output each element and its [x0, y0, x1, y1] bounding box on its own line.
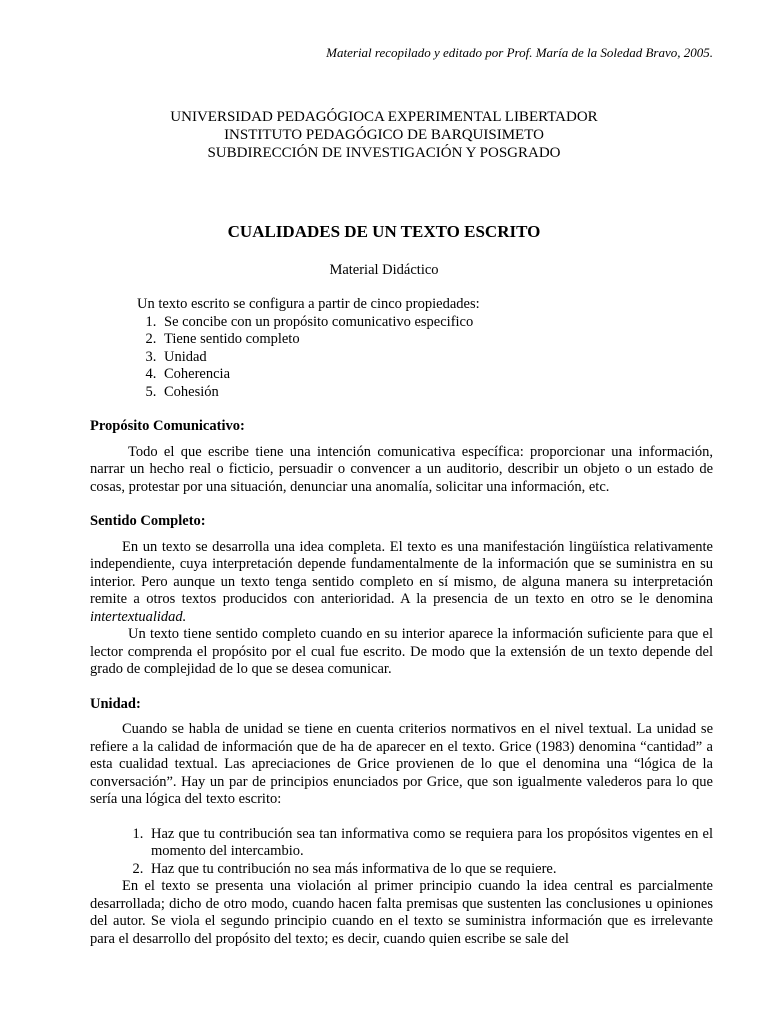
list-item: 2. Tiene sentido completo — [160, 331, 713, 349]
header-note: Material recopilado y editado por Prof. María de la Soledad Bravo, 2005. — [326, 45, 713, 60]
section-heading-sentido: Sentido Completo: — [90, 513, 206, 529]
list-item: 3. Unidad — [160, 349, 713, 367]
sentido-paragraph-1 — [90, 539, 713, 627]
institution-block — [0, 108, 768, 162]
intertextualidad-term: intertextualidad. — [90, 608, 187, 625]
unidad-paragraph-2: En el texto se presenta una violación al primer principio cuando la idea central es parcialmente desarrollada; dicho de otro modo, cuando hacen falta premisas que sustenten las conclusiones u opiniones del autor. Se viola el segundo principio cuando en el texto se suministra información que es irrelevante para el desarrollo del propósito del texto; es decir, cuando quien escribe se sale del — [90, 878, 713, 947]
document-body — [90, 296, 713, 948]
proposito-paragraph: Todo el que escribe tiene una intención comunicativa específica: proporcionar una información, narrar un hecho real o ficticio, persuadir o convencer a un auditorio, describir un objeto o un estado de cosas, protestar por una situación, denunciar una anomalía, solicitar una información, etc. — [90, 443, 713, 495]
sentido-paragraph-2: Un texto tiene sentido completo cuando en su interior aparece la información suficiente para que el lector comprenda el propósito por el cual fue escrito. De modo que la extensión de un texto depende del grado de complejidad de lo que se desea comunicar. — [90, 626, 713, 677]
section-heading-proposito: Propósito Comunicativo: — [90, 418, 245, 434]
list-item: 1. Se concibe con un propósito comunicativo especifico — [160, 314, 713, 332]
list-item: 1. Haz que tu contribución sea tan informativa como se requiera para los propósitos vigentes en el momento del intercambio. — [147, 826, 713, 861]
document-title: CUALIDADES DE UN TEXTO ESCRITO — [227, 222, 541, 241]
institution-line: INSTITUTO PEDAGÓGICO DE BARQUISIMETO — [224, 127, 544, 143]
properties-list — [90, 314, 713, 402]
list-item: 5. Cohesión — [160, 384, 713, 402]
sentido-paragraph-1-text: En un texto se desarrolla una idea completa. El texto es una manifestación lingüística relativamente independiente, cuya interpretación depende fundamentalmente de la información que se suministra en su interior. Pero aunque un texto tenga sentido completo en sí mismo, de alguna manera su interpretación remite a otros textos producidos con anterioridad. A la presencia de un texto en otro se le denomina — [90, 538, 713, 607]
unidad-paragraph-1: Cuando se habla de unidad se tiene en cuenta criterios normativos en el nivel textual. La unidad se refiere a la calidad de información que de ha de aparecer en el texto. Grice (1983) denomina “cantidad” a esta cualidad textual. Las apreciaciones de Grice provienen de lo que el denomina una “lógica de la conversación”. Hay un par de principios enunciados por Grice, que son igualmente valederos para lo que sería una lógica del texto escrito: — [90, 721, 713, 807]
list-item: 2. Haz que tu contribución no sea más informativa de lo que se requiere. — [147, 861, 713, 879]
list-item: 4. Coherencia — [160, 366, 713, 384]
institution-line: UNIVERSIDAD PEDAGÓGIOCA EXPERIMENTAL LIBERTADOR — [170, 109, 598, 125]
intro-text: Un texto escrito se configura a partir de cinco propiedades: — [137, 296, 480, 312]
institution-line: SUBDIRECCIÓN DE INVESTIGACIÓN Y POSGRADO — [207, 145, 561, 161]
grice-principles-list — [90, 826, 713, 879]
section-heading-unidad: Unidad: — [90, 695, 141, 712]
document-subtitle: Material Didáctico — [329, 262, 439, 278]
